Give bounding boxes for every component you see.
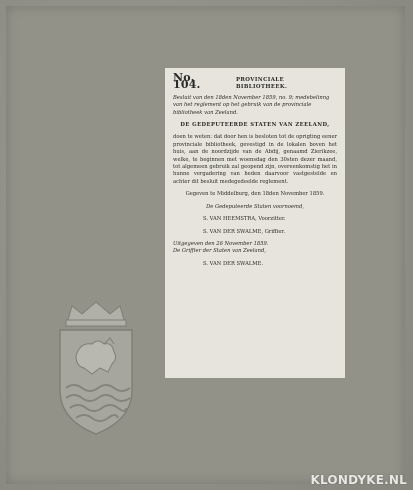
watermark-text: KLONDYKE.NL [310, 473, 407, 487]
authority-heading: DE GEDEPUTEERDE STATEN VAN ZEELAND, [180, 122, 330, 129]
notice-number: No. 104. [173, 71, 201, 92]
notice-library-heading: PROVINCIALE BIBLIOTHEEK. [235, 77, 288, 91]
notice-header [173, 71, 337, 92]
signer-clerk: S. VAN DER SWALME, Griffier. [203, 228, 285, 235]
published-line: Uitgegeven den 26 November 1859. [173, 240, 269, 247]
coat-of-arms-zeeland-icon [46, 298, 146, 438]
on-behalf-line: De Gedeputeerde Staten voornoemd, [206, 203, 304, 210]
signer-final: S. VAN DER SWALME. [203, 260, 264, 267]
signer-chairman: S. VAN HEEMSTRA, Voorzitter. [203, 216, 286, 223]
clerk-title-line: De Griffier der Staten van Zeeland, [173, 248, 266, 255]
given-line: Gegeven te Middelburg, den 18den November 1859. [185, 191, 325, 198]
notice-body: doen te weten: dat door hen is besloten tot de oprigting eener provinciale bibliotheek, gevestigd in de lokalen boven het huis, aan de noordzijde van de Abdij, genaamd Zierikzee, welke, te beginnen met woensdag den 30sten dezer maand, tot algemeen gebruik zal geopend zijn, overeenkomstig het in hunne vergadering van heden daarvoor vastgestelde en achter dit besluit medegedeelde reglement. [173, 134, 337, 185]
decree-line: Besluit van den 18den November 1859, no. 9; medebelinng van het reglement op het gebruik van de provinciale bibliotheek van Zeeland. [173, 94, 330, 116]
printed-notice [165, 68, 345, 378]
